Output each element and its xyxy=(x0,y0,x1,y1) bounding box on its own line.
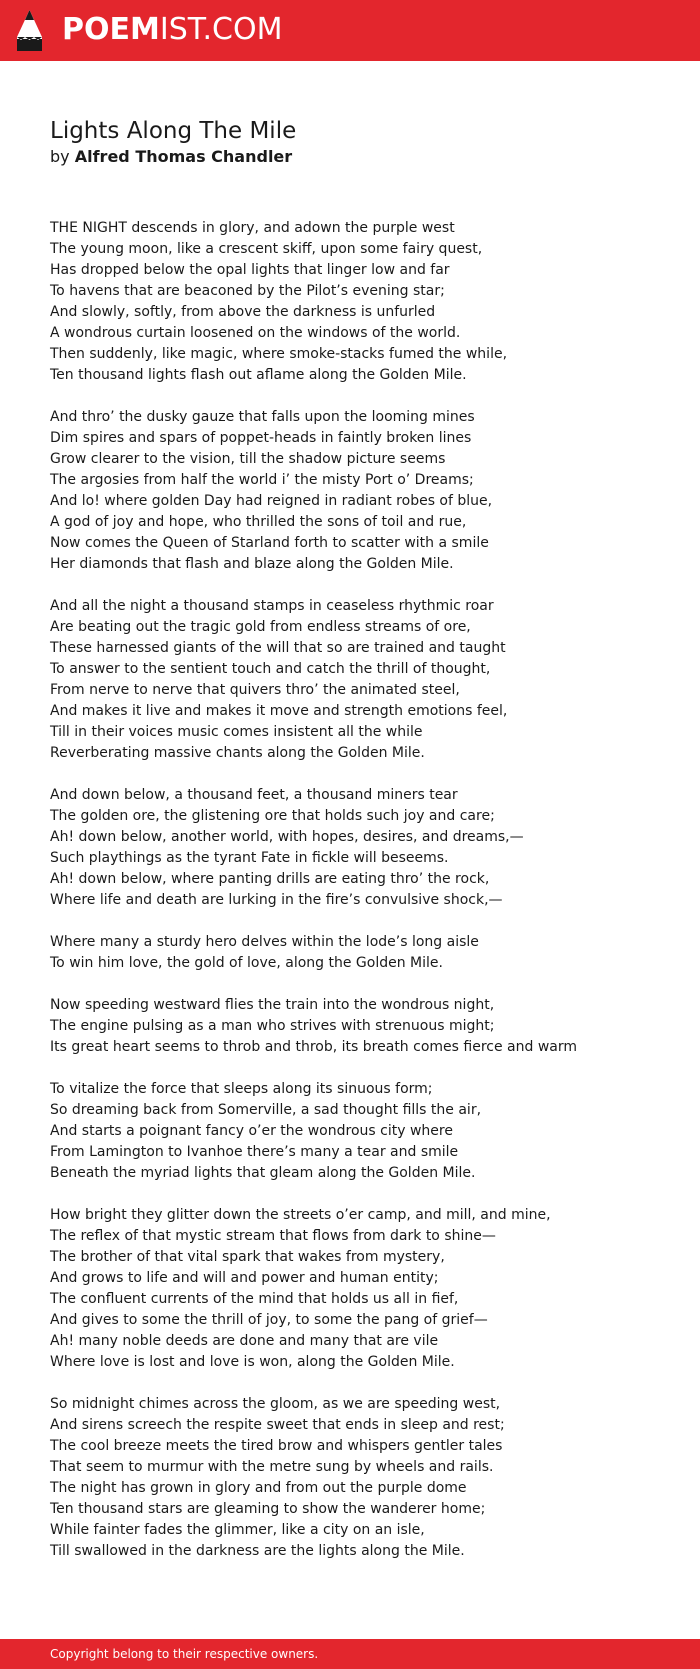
poem-line: A god of joy and hope, who thrilled the sons of toil and rue, xyxy=(50,514,467,530)
poem-line: And starts a poignant fancy o’er the wondrous city where xyxy=(50,1123,453,1139)
poem-line: Such playthings as the tyrant Fate in fickle will beseems. xyxy=(50,850,449,866)
poem-stanza xyxy=(50,1394,680,1562)
poem-line: Ten thousand lights flash out aflame along the Golden Mile. xyxy=(50,367,467,383)
poem-line: Dim spires and spars of poppet-heads in faintly broken lines xyxy=(50,430,472,446)
poem-line: Reverberating massive chants along the Golden Mile. xyxy=(50,745,425,761)
site-logo[interactable] xyxy=(62,12,282,48)
poem-line: Ah! down below, where panting drills are eating thro’ the rock, xyxy=(50,871,490,887)
poem-line: The cool breeze meets the tired brow and whispers gentler tales xyxy=(50,1438,503,1454)
poem-line: From Lamington to Ivanhoe there’s many a tear and smile xyxy=(50,1144,459,1160)
poem-line: Ah! down below, another world, with hopes, desires, and dreams,— xyxy=(50,829,524,845)
poem-line: And slowly, softly, from above the darkness is unfurled xyxy=(50,304,436,320)
poem-line: THE NIGHT descends in glory, and adown the purple west xyxy=(50,220,455,236)
poem-stanza xyxy=(50,218,680,386)
copyright-text: Copyright belong to their respective owners. xyxy=(50,1647,319,1661)
poem-line: Then suddenly, like magic, where smoke-stacks fumed the while, xyxy=(50,346,508,362)
poem-heading xyxy=(50,116,296,168)
poem-line: Its great heart seems to throb and throb, its breath comes fierce and warm xyxy=(50,1039,577,1055)
poem-line: The reflex of that mystic stream that flows from dark to shine— xyxy=(50,1228,496,1244)
poem-line: A wondrous curtain loosened on the windows of the world. xyxy=(50,325,461,341)
poem-author: Alfred Thomas Chandler xyxy=(74,147,293,166)
poem-line: Now comes the Queen of Starland forth to scatter with a smile xyxy=(50,535,489,551)
poem-line: The night has grown in glory and from out the purple dome xyxy=(50,1480,467,1496)
poem-line: And grows to life and will and power and human entity; xyxy=(50,1270,439,1286)
poem-line: The golden ore, the glistening ore that holds such joy and care; xyxy=(50,808,495,824)
poem-line: Where many a sturdy hero delves within the lode’s long aisle xyxy=(50,934,479,950)
poem-line: Where life and death are lurking in the fire’s convulsive shock,— xyxy=(50,892,503,908)
poem-line: Till in their voices music comes insistent all the while xyxy=(50,724,423,740)
poem-line: And lo! where golden Day had reigned in radiant robes of blue, xyxy=(50,493,493,509)
site-footer xyxy=(0,1639,700,1669)
poem-line: The confluent currents of the mind that holds us all in fief, xyxy=(50,1291,459,1307)
poem-line: The argosies from half the world i’ the misty Port o’ Dreams; xyxy=(50,472,474,488)
poem-line: These harnessed giants of the will that so are trained and taught xyxy=(50,640,506,656)
poem-line: From nerve to nerve that quivers thro’ the animated steel, xyxy=(50,682,460,698)
poem-line: To win him love, the gold of love, along the Golden Mile. xyxy=(50,955,443,971)
poem-line: Till swallowed in the darkness are the lights along the Mile. xyxy=(50,1543,465,1559)
poem-line: And thro’ the dusky gauze that falls upon the looming mines xyxy=(50,409,475,425)
poem-stanza xyxy=(50,1079,680,1184)
poem-line: Beneath the myriad lights that gleam along the Golden Mile. xyxy=(50,1165,476,1181)
poem-line: Has dropped below the opal lights that linger low and far xyxy=(50,262,450,278)
poem-line: Ah! many noble deeds are done and many that are vile xyxy=(50,1333,439,1349)
poem-line: And down below, a thousand feet, a thousand miners tear xyxy=(50,787,458,803)
poem-line: While fainter fades the glimmer, like a city on an isle, xyxy=(50,1522,425,1538)
poem-line: Now speeding westward flies the train into the wondrous night, xyxy=(50,997,495,1013)
poem-body xyxy=(50,218,680,1583)
poem-line: So dreaming back from Somerville, a sad thought fills the air, xyxy=(50,1102,482,1118)
poem-line: To havens that are beaconed by the Pilot’s evening star; xyxy=(50,283,445,299)
poem-line: And makes it live and makes it move and strength emotions feel, xyxy=(50,703,508,719)
poem-line: And all the night a thousand stamps in ceaseless rhythmic roar xyxy=(50,598,494,614)
pencil-tip-icon[interactable] xyxy=(17,10,42,51)
poem-line: To answer to the sentient touch and catch the thrill of thought, xyxy=(50,661,491,677)
poem-line: And sirens screech the respite sweet that ends in sleep and rest; xyxy=(50,1417,505,1433)
logo-bold-text: POEM xyxy=(62,12,160,47)
poem-stanza xyxy=(50,407,680,575)
poem-line: Are beating out the tragic gold from endless streams of ore, xyxy=(50,619,471,635)
poem-line: The engine pulsing as a man who strives with strenuous might; xyxy=(50,1018,495,1034)
by-label: by xyxy=(50,147,70,166)
poem-line: Where love is lost and love is won, along the Golden Mile. xyxy=(50,1354,455,1370)
poem-line: So midnight chimes across the gloom, as we are speeding west, xyxy=(50,1396,501,1412)
site-header xyxy=(0,0,700,61)
poem-stanza xyxy=(50,995,680,1058)
poem-line: How bright they glitter down the streets o’er camp, and mill, and mine, xyxy=(50,1207,551,1223)
poem-stanza xyxy=(50,1205,680,1373)
poem-byline xyxy=(50,146,296,168)
poem-stanza xyxy=(50,785,680,911)
poem-stanza xyxy=(50,596,680,764)
poem-line: And gives to some the thrill of joy, to some the pang of grief— xyxy=(50,1312,488,1328)
poem-line: Her diamonds that flash and blaze along the Golden Mile. xyxy=(50,556,454,572)
poem-line: The brother of that vital spark that wakes from mystery, xyxy=(50,1249,445,1265)
poem-line: The young moon, like a crescent skiff, upon some fairy quest, xyxy=(50,241,483,257)
poem-stanza xyxy=(50,932,680,974)
poem-line: Ten thousand stars are gleaming to show the wanderer home; xyxy=(50,1501,486,1517)
poem-line: To vitalize the force that sleeps along its sinuous form; xyxy=(50,1081,433,1097)
poem-line: That seem to murmur with the metre sung by wheels and rails. xyxy=(50,1459,494,1475)
poem-title: Lights Along The Mile xyxy=(50,118,297,144)
poem-line: Grow clearer to the vision, till the shadow picture seems xyxy=(50,451,446,467)
logo-light-text: IST.COM xyxy=(159,12,283,47)
